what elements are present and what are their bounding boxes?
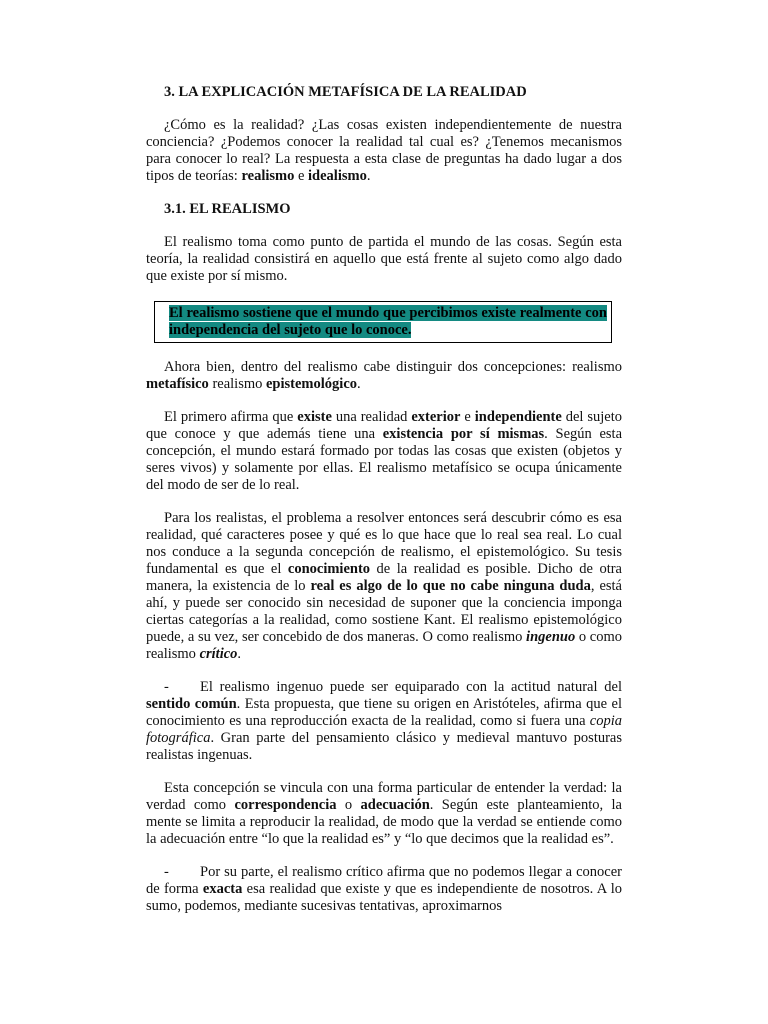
highlight-box [154, 301, 612, 343]
section-heading: 3. LA EXPLICACIÓN METAFÍSICA DE LA REALIDAD [164, 84, 527, 100]
list-dash: - [164, 679, 169, 695]
critical-realism-item: - Por su parte, el realismo crítico afirma que no podemos llegar a conocer de forma exacta esa realidad que existe y que es independiente de nosotros. A lo sumo, podemos, mediante sucesivas tentativas, aproximarnos [146, 864, 622, 914]
truth-paragraph: Esta concepción se vincula con una forma particular de entender la verdad: la verdad como correspondencia o adecuación. Según este planteamiento, la mente se limita a reproducir la realidad, de modo que la verdad se entiende como la adecuación entre “lo que la realidad es” y “lo que decimos que la realidad es”. [146, 780, 622, 847]
list-dash: - [164, 864, 169, 880]
document-page [146, 84, 622, 915]
highlighted-statement: El realismo sostiene que el mundo que percibimos existe realmente con independencia del sujeto que lo conoce. [169, 305, 607, 338]
conceptions-paragraph: Ahora bien, dentro del realismo cabe distinguir dos concepciones: realismo metafísico realismo epistemológico. [146, 359, 622, 392]
subsection-heading: 3.1. EL REALISMO [164, 201, 291, 217]
naive-realism-item: - El realismo ingenuo puede ser equiparado con la actitud natural del sentido común. Esta propuesta, que tiene su origen en Aristóteles, afirma que el conocimiento es una reproducción exacta de la realidad, como si fuera una copia fotográfica. Gran parte del pensamiento clásico y medieval mantuvo posturas realistas ingenuas. [146, 679, 622, 763]
realism-paragraph: El realismo toma como punto de partida el mundo de las cosas. Según esta teoría, la realidad consistirá en aquello que está frente al sujeto como algo dado que existe por sí mismo. [146, 234, 622, 284]
intro-paragraph: ¿Cómo es la realidad? ¿Las cosas existen independientemente de nuestra conciencia? ¿Podemos conocer la realidad tal cual es? ¿Tenemos mecanismos para conocer lo real? La respuesta a esta clase de preguntas ha dado lugar a dos tipos de teorías: realismo e idealismo. [146, 117, 622, 184]
metaphysical-paragraph: El primero afirma que existe una realidad exterior e independiente del sujeto que conoce y que además tiene una existencia por sí mismas. Según esta concepción, el mundo estará formado por todas las cosas que existen (objetos y seres vivos) y solamente por ellas. El realismo metafísico se ocupa únicamente del modo de ser de lo real. [146, 409, 623, 493]
epistemological-paragraph: Para los realistas, el problema a resolver entonces será descubrir cómo es esa realidad, qué caracteres posee y qué es lo que hace que lo real sea real. Lo cual nos conduce a la segunda concepción de realismo, el epistemológico. Su tesis fundamental es que el conocimiento de la realidad es posible. Dicho de otra manera, la existencia de lo real es algo de lo que no cabe ninguna duda, está ahí, y puede ser conocido sin necesidad de suponer que la conciencia imponga ciertas categorías a la realidad, como sostiene Kant. El realismo epistemológico puede, a su vez, ser concebido de dos maneras. O como realismo ingenuo o como realismo crítico. [146, 510, 622, 662]
